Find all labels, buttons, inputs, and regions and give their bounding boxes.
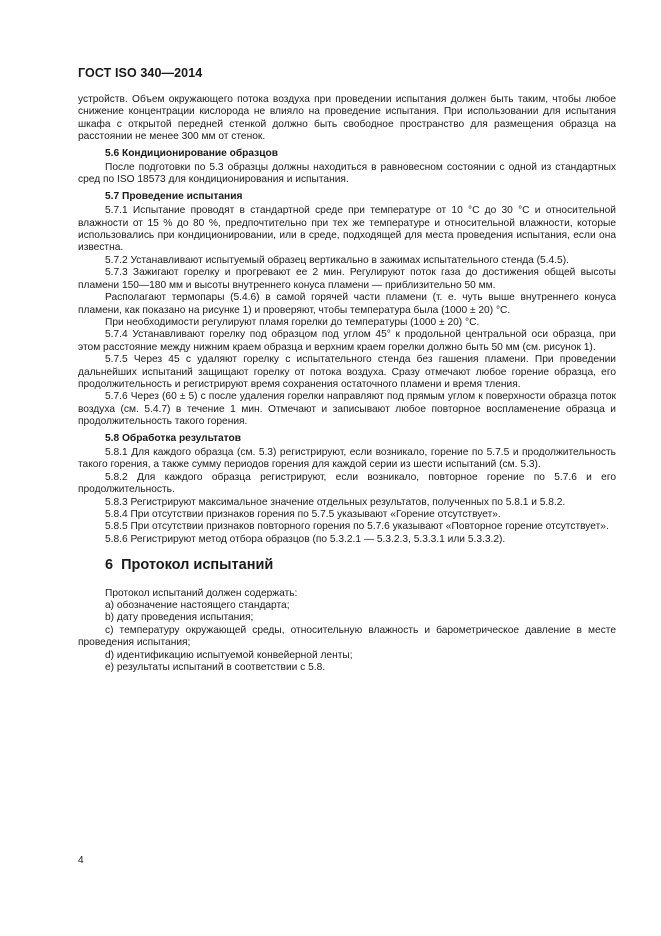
paragraph: После подготовки по 5.3 образцы должны находиться в равновесном состоянии с одной из стандартных сред по ISO 18573 для кондиционирования и испытания. bbox=[78, 162, 616, 186]
paragraph: 5.7.3 Зажигают горелку и прогревают ее 2 мин. Регулируют поток газа до достижения общей высоты пламени 150—180 мм и высоты внутреннего конуса пламени — приблизительно 50 мм. bbox=[78, 267, 616, 291]
page-content bbox=[78, 94, 616, 674]
document-header: ГОСТ ISO 340—2014 bbox=[78, 66, 203, 80]
paragraph: 5.8.3 Регистрируют максимальное значение отдельных результатов, полученных по 5.8.1 и 5.8.2. bbox=[105, 496, 566, 508]
page-number: 4 bbox=[78, 855, 84, 866]
list-item: e) результаты испытаний в соответствии с 5.8. bbox=[105, 662, 326, 674]
section-5-6-heading: 5.6 Кондиционирование образцов bbox=[105, 147, 278, 159]
section-6-title: Протокол испытаний bbox=[121, 557, 274, 574]
paragraph: 5.7.2 Устанавливают испытуемый образец вертикально в зажимах испытательного стенда (5.4.5). bbox=[105, 254, 569, 266]
section-6-number: 6 bbox=[105, 557, 114, 574]
list-item: c) температуру окружающей среды, относительную влажность и барометрическое давление в месте проведения испытания; bbox=[78, 624, 616, 649]
paragraph: 5.8.4 При отсутствии признаков горения по 5.7.5 указывают «Горение отсутствует». bbox=[105, 509, 501, 520]
paragraph: 5.8.6 Регистрируют метод отбора образцов (по 5.3.2.1 — 5.3.2.3, 5.3.3.1 или 5.3.3.2). bbox=[105, 533, 506, 545]
paragraph: При необходимости регулируют пламя горелки до температуры (1000 ± 20) °С. bbox=[105, 316, 480, 328]
paragraph: 5.7.5 Через 45 с удаляют горелку с испытательного стенда без гашения пламени. При проведении дальнейших испытаний защищают горелку от потока воздуха. Сразу отмечают любое горение образца, его продолжительность и регистрируют время сохранения остаточного пламени и время тления. bbox=[78, 354, 616, 390]
list-item: d) идентификацию испытуемой конвейерной ленты; bbox=[105, 649, 353, 661]
paragraph: 5.8.5 При отсутствии признаков повторного горения по 5.7.6 указывают «Повторное горение отсутствует». bbox=[105, 521, 609, 533]
paragraph: 5.7.4 Устанавливают горелку под образцом под углом 45° к продольной центральной оси образца, при этом расстояние между нижним краем образца и верхним краем горелки должно быть 50 мм (см. рисунок 1). bbox=[78, 329, 616, 353]
section-5-7-heading: 5.7 Проведение испытания bbox=[105, 190, 243, 202]
paragraph: 5.7.1 Испытание проводят в стандартной среде при температуре от 10 °С до 30 °С и относительной влажности от 15 % до 80 %, предпочтительно при тех же температуре и относительной влажности, которые использовались при кондиционировании, или в среде, подходящей для места проведения испытания, если она известна. bbox=[78, 205, 616, 254]
list-item: b) дату проведения испытания; bbox=[105, 612, 254, 624]
section-6-lead: Протокол испытаний должен содержать: bbox=[105, 587, 298, 599]
paragraph: 5.7.6 Через (60 ± 5) с после удаления горелки направляют под прямым углом к поверхности образца поток воздуха (см. 5.4.7) в течение 1 мин. Отмечают и записывают любое повторное воспламенение образца и продолжительность такого горения. bbox=[78, 391, 616, 428]
section-5-8-heading: 5.8 Обработка результатов bbox=[105, 432, 242, 444]
paragraph: 5.8.2 Для каждого образца регистрируют, если возникало, повторное горение по 5.7.6 и его продолжительность. bbox=[78, 471, 616, 496]
paragraph: 5.8.1 Для каждого образца (см. 5.3) регистрируют, если возникало, горение по 5.7.5 и продолжительность такого горения, а также сумму периодов горения для каждой серии из шести испытаний (см. 5.3). bbox=[78, 446, 616, 471]
section-6-heading bbox=[105, 557, 616, 574]
intro-paragraph: устройств. Объем окружающего потока воздуха при проведении испытания должен быть таким, чтобы любое снижение концентрации кислорода не влияло на проведение испытания. При использовании для испытания шкафа с открытой передней стенкой должно быть свободное пространство для размещения образца на расстоянии не менее 300 мм от стенок. bbox=[78, 94, 616, 143]
paragraph: Располагают термопары (5.4.6) в самой горячей части пламени (т. е. чуть выше внутреннего конуса пламени, как показано на рисунке 1) и проверяют, чтобы температура была (1000 ± 20) °С. bbox=[78, 292, 616, 316]
list-item: a) обозначение настоящего стандарта; bbox=[105, 600, 290, 612]
